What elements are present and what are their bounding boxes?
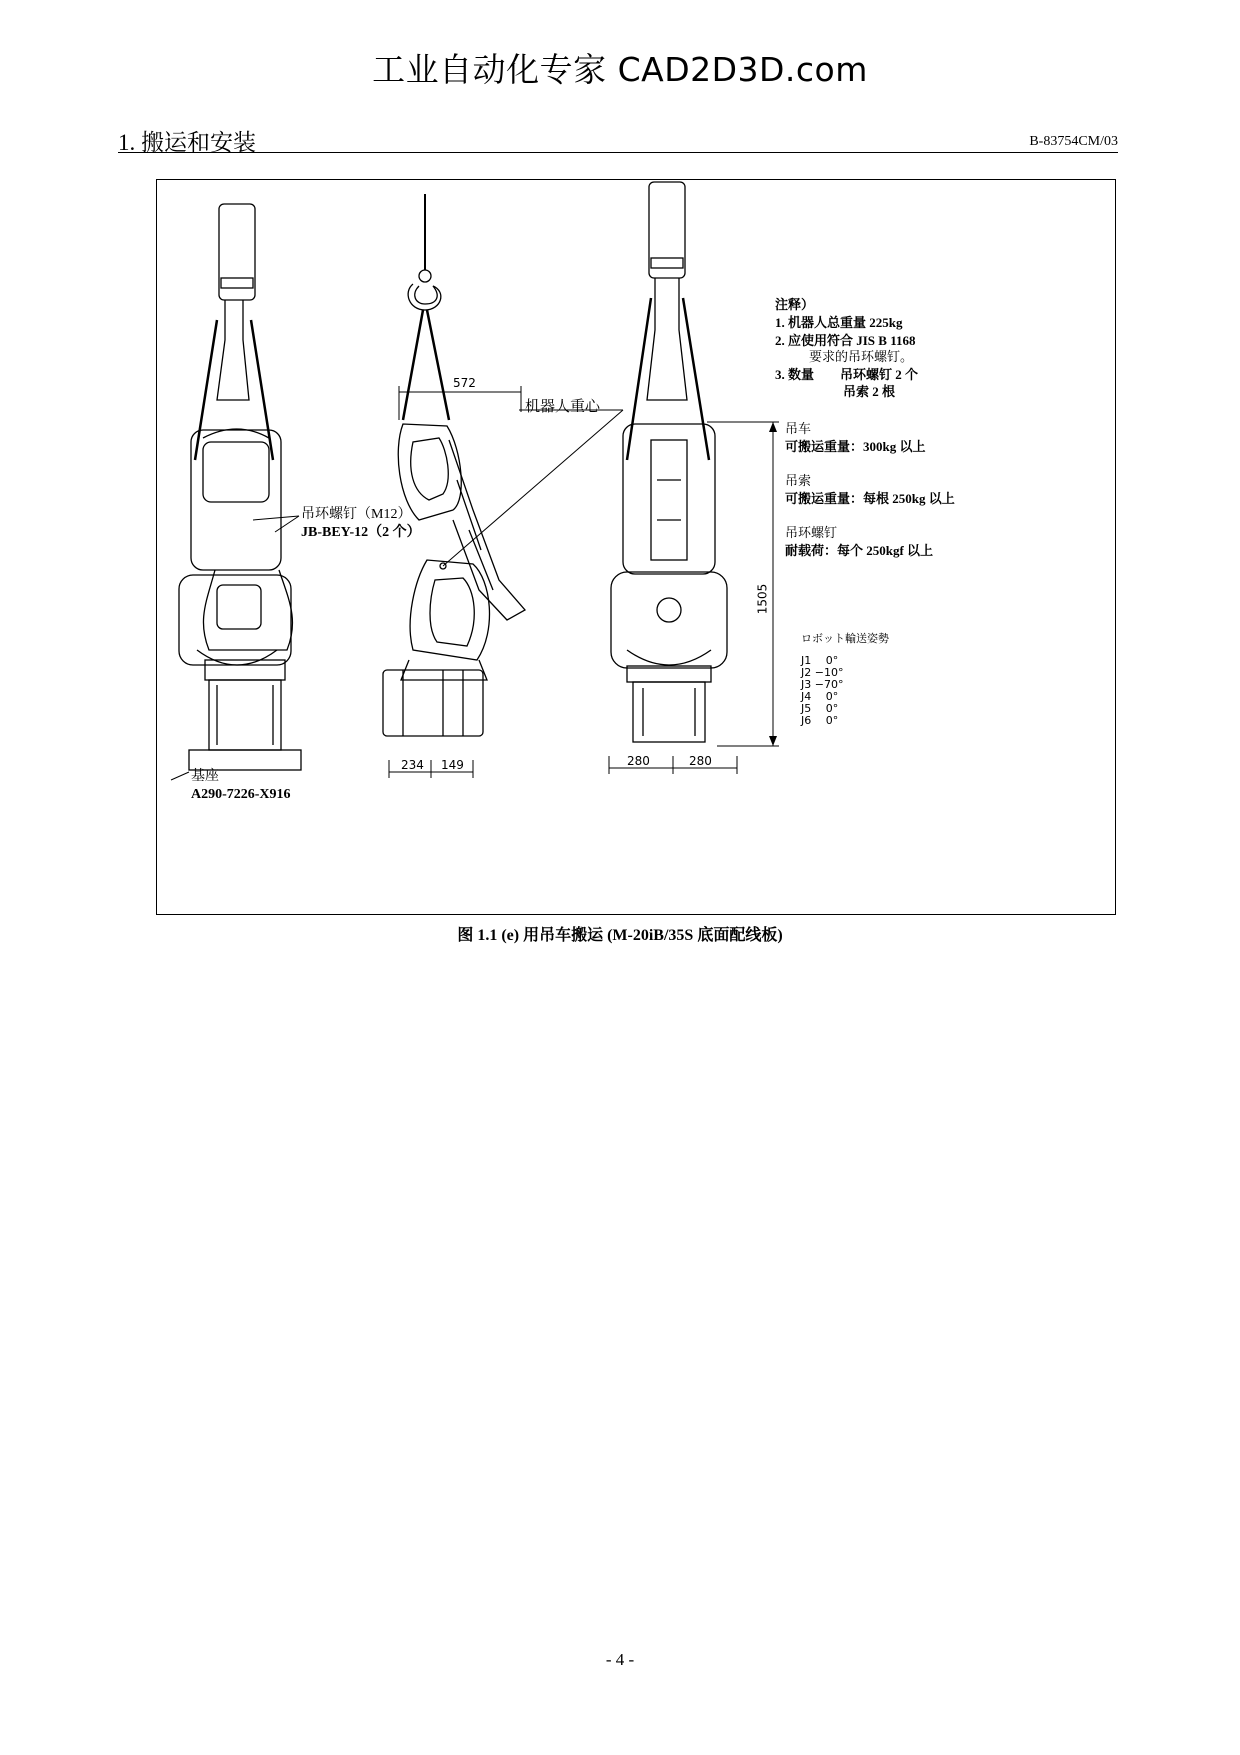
- notes-title: 注释）: [775, 297, 815, 312]
- left-robot-view: [179, 204, 301, 770]
- sling-title: 吊索: [785, 473, 812, 488]
- eyebolt-part: JB-BEY-12（2 个）: [301, 525, 421, 540]
- base-label: 基座: [191, 769, 219, 784]
- eyebolt-spec-title: 吊环螺钉: [785, 525, 838, 540]
- base-part-number: A290-7226-X916: [191, 787, 291, 802]
- posture-j3: J3 −70°: [801, 678, 844, 691]
- crane-load: 可搬运重量：300kg 以上: [785, 439, 926, 454]
- posture-j5: J5 0°: [801, 702, 839, 715]
- section-title: 1. 搬运和安装: [118, 130, 256, 155]
- watermark-text: 工业自动化专家 CAD2D3D.com: [372, 50, 868, 89]
- dim-280-right: 280: [689, 754, 712, 768]
- eyebolt-label: 吊环螺钉（M12）: [301, 507, 412, 522]
- dim-234: 234: [401, 758, 424, 772]
- posture-j1: J1 0°: [801, 654, 839, 667]
- dim-572: 572: [453, 376, 476, 390]
- sling-load: 可搬运重量：每根 250kg 以上: [785, 491, 955, 506]
- right-robot-view: [611, 182, 727, 742]
- dim-149: 149: [441, 758, 464, 772]
- crane-title: 吊车: [785, 421, 812, 436]
- note-3a: 3. 数量 吊环螺钉 2 个: [775, 367, 919, 382]
- eyebolt-spec-load: 耐载荷：每个 250kgf 以上: [785, 543, 934, 558]
- posture-j2: J2 −10°: [801, 666, 844, 679]
- posture-j6: J6 0°: [801, 714, 839, 727]
- dim-280-left: 280: [627, 754, 650, 768]
- document-number: B-83754CM/03: [1029, 134, 1118, 149]
- dim-1505: 1505: [755, 583, 770, 615]
- note-1: 1. 机器人总重量 225kg: [775, 315, 903, 330]
- note-2a: 2. 应使用符合 JIS B 1168: [775, 333, 916, 348]
- figure-frame: [156, 179, 1116, 915]
- center-of-gravity-label: 机器人重心: [525, 399, 601, 415]
- robot-drawing: [157, 180, 1115, 914]
- dimension-lines: [171, 386, 779, 780]
- posture-title: ロボット輸送姿勢: [801, 632, 889, 645]
- middle-robot-view: [383, 194, 525, 736]
- page-header: [118, 124, 1118, 153]
- note-2b: 要求的吊环螺钉。: [809, 349, 914, 364]
- note-3b: 吊索 2 根: [843, 384, 896, 399]
- posture-j4: J4 0°: [801, 690, 839, 703]
- figure-caption: 图 1.1 (e) 用吊车搬运 (M-20iB/35S 底面配线板): [457, 927, 783, 944]
- page-number: - 4 -: [605, 1650, 635, 1669]
